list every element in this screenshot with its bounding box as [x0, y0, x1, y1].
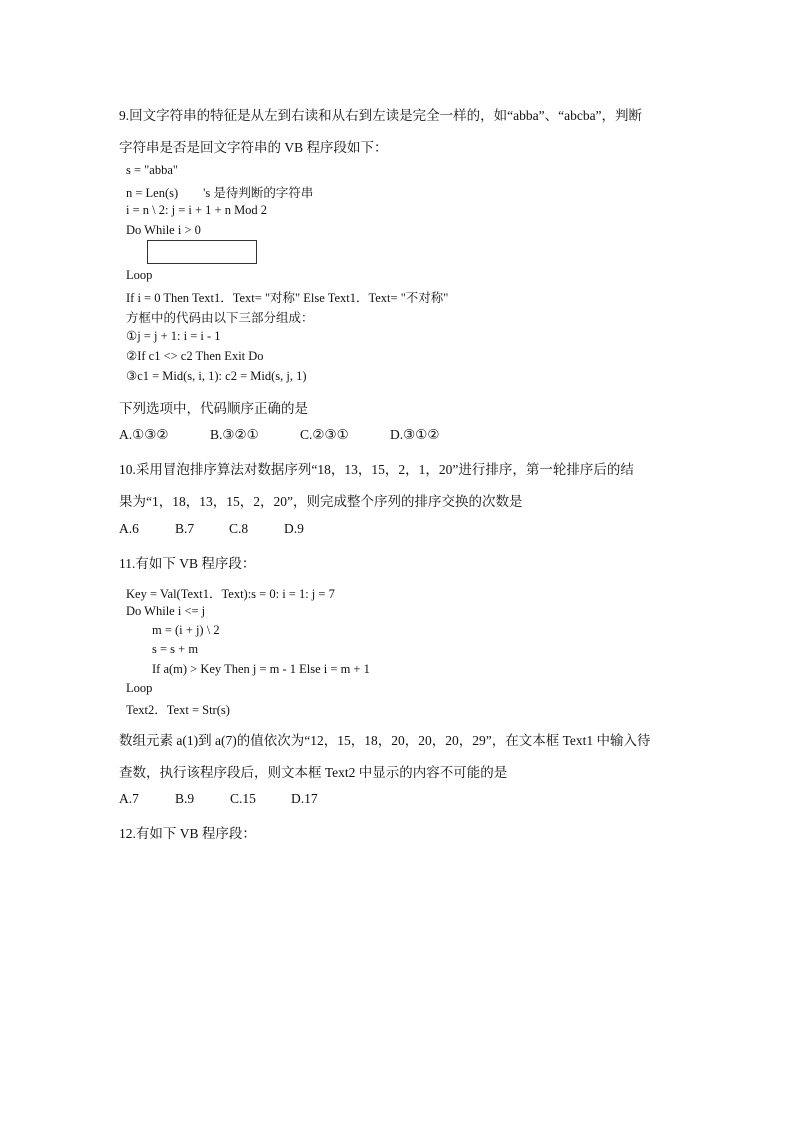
- q11-desc-line2: 查数，执行该程序段后，则文本框 Text2 中显示的内容不可能的是: [119, 765, 508, 780]
- q9-code-line-5: Loop: [126, 268, 153, 282]
- q10-options: [119, 521, 304, 537]
- q9-option-d: D.③①②: [390, 427, 440, 442]
- q10-option-b: B.7: [175, 521, 195, 536]
- q11-option-c: C.15: [230, 791, 256, 806]
- q9-code-line-10: ③c1 = Mid(s, i, 1): c2 = Mid(s, j, 1): [126, 369, 307, 383]
- q9-code-line-8: ①j = j + 1: i = i - 1: [126, 329, 221, 343]
- q9-code-line-2: n = Len(s) 's 是待判断的字符串: [126, 186, 314, 200]
- q9-code-line-1: s = "abba": [126, 163, 178, 177]
- q9-option-b: B.③②①: [210, 427, 259, 442]
- q11-option-d: D.17: [291, 791, 318, 806]
- q10-option-d: D.9: [284, 521, 304, 536]
- q11-code-line-7: Text2．Text = Str(s): [126, 703, 230, 717]
- answer-blank-box: [147, 240, 257, 264]
- q11-desc-line1: 数组元素 a(1)到 a(7)的值依次为“12，15，18，20，20，20，29”，在文本框 Text1 中输入待: [119, 733, 651, 748]
- q11-code-line-1: Key = Val(Text1．Text):s = 0: i = 1: j = 7: [126, 587, 335, 601]
- q10-option-a: A.6: [119, 521, 139, 536]
- q11-options: [119, 791, 318, 807]
- q9-code-line-4: Do While i > 0: [126, 223, 201, 237]
- q11-option-b: B.9: [175, 791, 195, 806]
- q11-code-line-6: Loop: [126, 681, 153, 695]
- q10-option-c: C.8: [229, 521, 249, 536]
- q9-code-line-6: If i = 0 Then Text1．Text= "对称" Else Text1．Text= "不对称": [126, 291, 449, 305]
- q9-code-line-9: ②If c1 <> c2 Then Exit Do: [126, 349, 264, 363]
- q9-stem-line2: 字符串是否是回文字符串的 VB 程序段如下：: [119, 140, 388, 155]
- q11-stem: 11.有如下 VB 程序段：: [119, 556, 256, 571]
- q9-option-a: A.①③②: [119, 427, 169, 442]
- q9-stem-line1: 9.回文字符串的特征是从左到右读和从右到左读是完全一样的，如“abba”、“abcba”，判断: [119, 108, 643, 123]
- q9-question: 下列选项中，代码顺序正确的是: [119, 401, 308, 416]
- q11-code-line-4: s = s + m: [152, 642, 199, 656]
- q10-stem-line2: 果为“1，18，13，15，2，20”，则完成整个序列的排序交换的次数是: [119, 494, 523, 509]
- q11-code-line-2: Do While i <= j: [126, 604, 206, 618]
- q10-stem-line1: 10.采用冒泡排序算法对数据序列“18，13，15，2，1，20”进行排序，第一轮排序后的结: [119, 462, 634, 477]
- q9-code-line-3: i = n \ 2: j = i + 1 + n Mod 2: [126, 203, 268, 217]
- q9-option-c: C.②③①: [300, 427, 349, 442]
- q12-stem: 12.有如下 VB 程序段：: [119, 826, 256, 841]
- q11-option-a: A.7: [119, 791, 139, 806]
- q9-code-line-7: 方框中的代码由以下三部分组成：: [126, 311, 314, 325]
- q9-options: [119, 427, 439, 443]
- q11-code-line-3: m = (i + j) \ 2: [152, 623, 220, 637]
- q11-code-line-5: If a(m) > Key Then j = m - 1 Else i = m + 1: [152, 662, 370, 676]
